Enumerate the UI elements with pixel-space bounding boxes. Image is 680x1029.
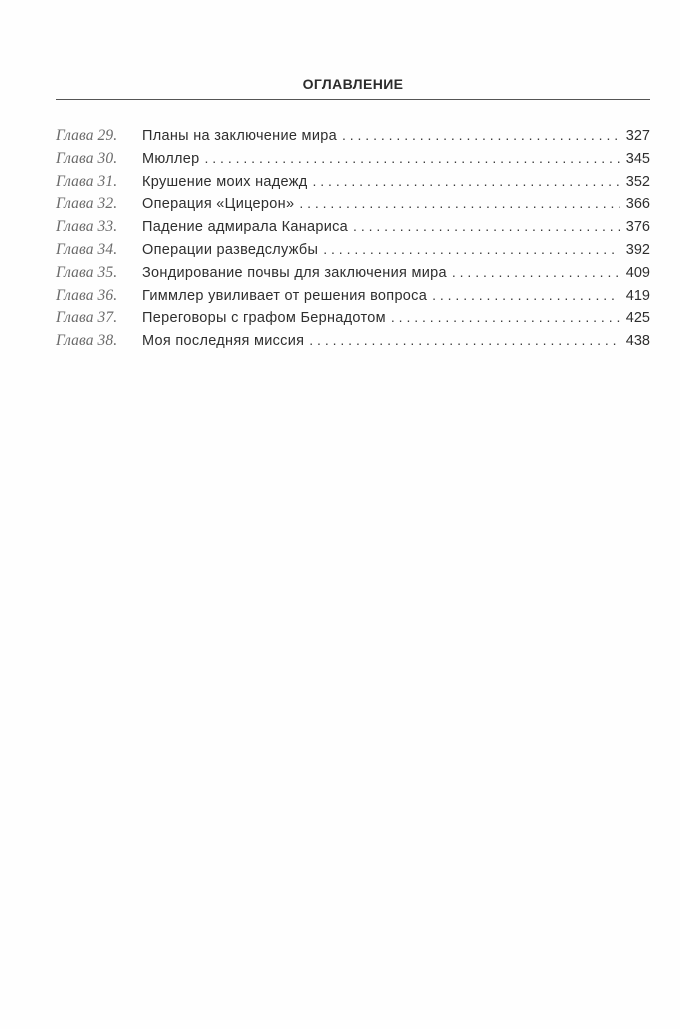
dot-leader: [313, 170, 620, 193]
chapter-title: Мюллер: [142, 150, 200, 167]
toc-entry: [56, 306, 650, 329]
toc-entry: [56, 170, 650, 193]
chapter-number: Глава 32.: [56, 195, 118, 213]
heading-rule: [56, 99, 650, 100]
chapter-title: Зондирование почвы для заключения мира: [142, 264, 447, 281]
chapter-number: Глава 36.: [56, 286, 118, 304]
page-number: 366: [625, 196, 650, 213]
chapter-title: Моя последняя миссия: [142, 333, 305, 350]
page-number: 352: [625, 173, 650, 190]
dot-leader: [309, 329, 620, 352]
page-number: 392: [625, 241, 650, 258]
dot-leader: [391, 306, 620, 329]
page-number: 438: [625, 333, 650, 350]
dot-leader: [432, 284, 620, 307]
toc-entry: [56, 124, 650, 147]
chapter-title: Крушение моих надежд: [142, 173, 308, 190]
chapter-title: Операции разведслужбы: [142, 241, 319, 258]
chapter-number: Глава 29.: [56, 127, 118, 144]
chapter-title: Переговоры с графом Бернадотом: [142, 310, 386, 327]
dot-leader: [452, 261, 620, 284]
chapter-number: Глава 31.: [56, 172, 118, 190]
page-heading: ОГЛАВЛЕНИЕ: [302, 76, 404, 92]
chapter-number: Глава 34.: [56, 240, 118, 258]
toc-entry: [56, 284, 650, 307]
toc-entry: [56, 261, 650, 284]
chapter-title: Гиммлер увиливает от решения вопроса: [142, 287, 428, 304]
table-of-contents: [56, 124, 650, 352]
chapter-number: Глава 37.: [56, 309, 118, 327]
chapter-number: Глава 38.: [56, 332, 118, 350]
chapter-number: Глава 35.: [56, 263, 118, 281]
page-number: 419: [625, 287, 650, 304]
toc-entry: [56, 147, 650, 170]
toc-entry: [56, 192, 650, 215]
dot-leader: [342, 124, 620, 147]
toc-entry: [56, 215, 650, 238]
chapter-title: Падение адмирала Канариса: [142, 219, 349, 236]
toc-entry: [56, 238, 650, 261]
chapter-title: Планы на заключение мира: [142, 128, 337, 144]
chapter-number: Глава 30.: [56, 149, 118, 167]
dot-leader: [323, 238, 620, 261]
toc-entry: [56, 329, 650, 352]
page-number: 376: [625, 219, 650, 236]
page-number: 345: [625, 150, 650, 167]
dot-leader: [353, 215, 620, 238]
page-number: 409: [625, 264, 650, 281]
page-number: 327: [625, 128, 650, 144]
page-number: 425: [625, 310, 650, 327]
chapter-title: Операция «Цицерон»: [142, 196, 295, 213]
dot-leader: [299, 192, 619, 215]
chapter-number: Глава 33.: [56, 218, 118, 236]
dot-leader: [205, 147, 620, 170]
